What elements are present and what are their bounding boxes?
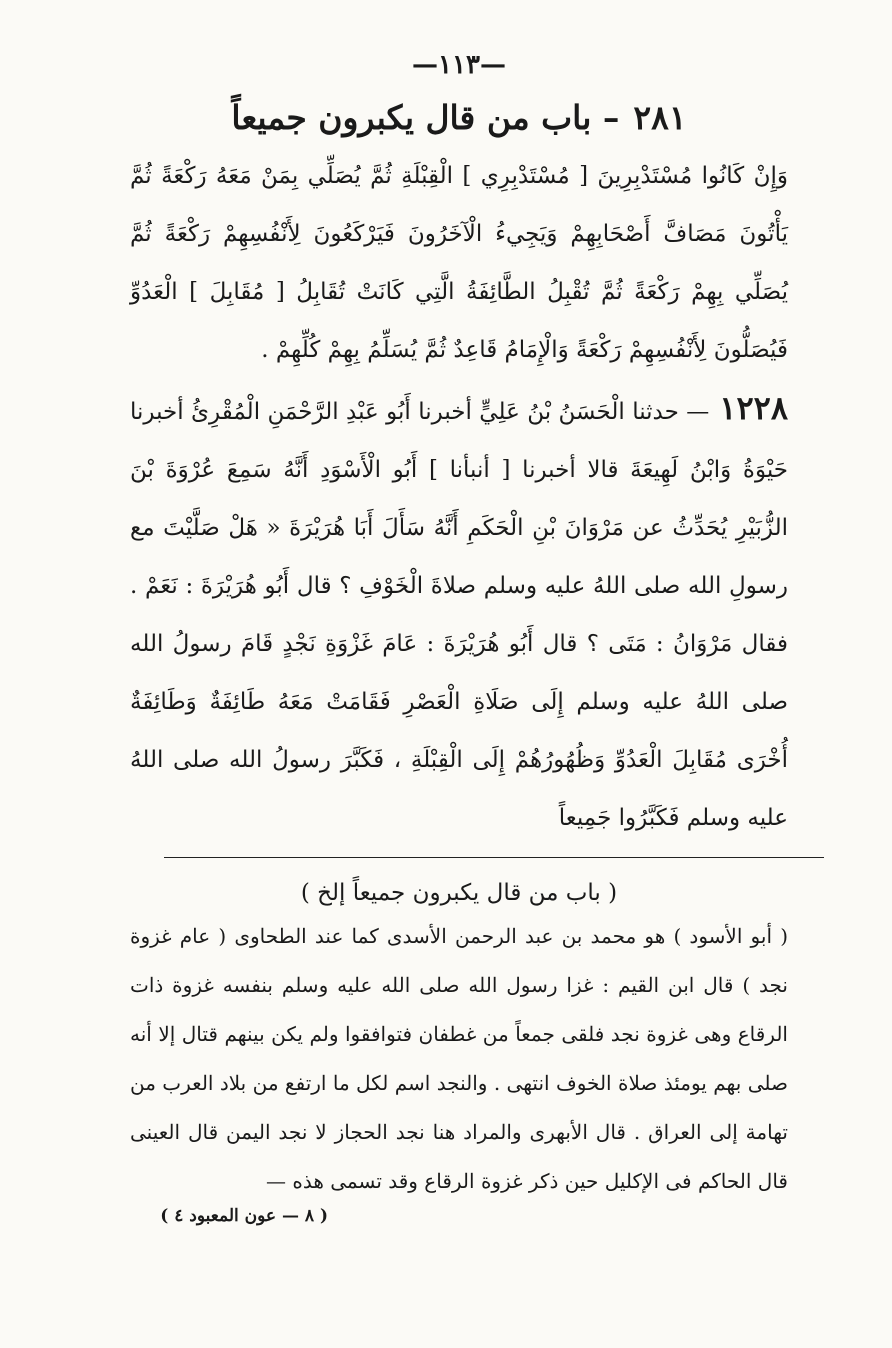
chapter-title: – باب من قال يكبرون جميعاً bbox=[231, 98, 620, 137]
hadith-text: — حدثنا الْحَسَنُ بْنُ عَلِيٍّ أخبرنا أَبُو عَبْدِ الرَّحْمَنِ الْمُقْرِئُ أخبرنا حَيْوَةُ وَابْنُ لَهِيعَةَ قالا أخبرنا [ أنبأنا ] أَبُو الْأَسْوَدِ أَنَّهُ سَمِعَ عُرْوَةَ بْنَ الزُّبَيْرِ يُحَدِّثُ عن مَرْوَانَ بْنِ الْحَكَمِ أَنَّهُ سَأَلَ أَبَا هُرَيْرَةَ « هَلْ صَلَّيْتَ مع رسولِ الله صلى اللهُ عليه وسلم صلاةَ الْخَوْفِ ؟ قال أَبُو هُرَيْرَةَ : نَعَمْ . فقال مَرْوَانُ : مَتَى ؟ قال أَبُو هُرَيْرَةَ : عَامَ غَزْوَةِ نَجْدٍ قَامَ رسولُ الله صلى اللهُ عليه وسلم إِلَى صَلَاةِ الْعَصْرِ فَقَامَتْ مَعَهُ طَائِفَةٌ وَطَائِفَةٌ أُخْرَى مُقَابِلَ الْعَدُوِّ وَظُهُورُهُمْ إِلَى الْقِبْلَةِ ، فَكَبَّرَ رسولُ الله صلى اللهُ عليه وسلم فَكَبَّرُوا جَمِيعاً bbox=[130, 399, 788, 831]
commentary-heading: ( باب من قال يكبرون جميعاً إلخ ) bbox=[300, 880, 618, 906]
hadith-number: ١٢٢٨ bbox=[719, 389, 788, 427]
main-text bbox=[130, 147, 788, 847]
chapter-heading bbox=[130, 98, 788, 137]
chapter-number: ٢٨١ bbox=[633, 98, 687, 137]
page-number: —١١٣— bbox=[412, 50, 506, 80]
signature-mark: ( ٨ — عون المعبود ٤ ) bbox=[160, 1206, 328, 1226]
hadith-paragraph bbox=[130, 379, 788, 847]
commentary-text: ( أبو الأسود ) هو محمد بن عبد الرحمن الأسدى كما عند الطحاوى ( عام غزوة نجد ) قال ابن القيم : غزا رسول الله صلى الله عليه وسلم بنفسه غزوة ذات الرقاع وهى غزوة نجد فلقى جمعاً من غطفان فتوافقوا ولم يكن بينهم قتال إلا أنه صلى بهم يومئذ صلاة الخوف انتهى . والنجد اسم لكل ما ارتفع من بلاد العرب من تهامة إلى العراق . قال الأبهرى والمراد هنا نجد الحجاز لا نجد اليمن قال العينى قال الحاكم فى الإكليل حين ذكر غزوة الرقاع وقد تسمى هذه — bbox=[130, 924, 788, 1193]
commentary bbox=[130, 880, 788, 1206]
intro-paragraph: وَإِنْ كَانُوا مُسْتَدْبِرِينَ [ مُسْتَدْبِرِي ] الْقِبْلَةِ ثُمَّ يُصَلِّي بِمَنْ مَعَهُ رَكْعَةً ثُمَّ يَأْتُونَ مَصَافَّ أَصْحَابِهِمْ وَيَجِيءُ الْآخَرُونَ فَيَرْكَعُونَ لِأَنْفُسِهِمْ رَكْعَةً ثُمَّ يُصَلِّي بِهِمْ رَكْعَةً ثُمَّ تُقْبِلُ الطَّائِفَةُ الَّتِي كَانَتْ تُقَابِلُ [ مُقَابِلَ ] الْعَدُوِّ فَيُصَلُّونَ لِأَنْفُسِهِمْ رَكْعَةً وَالْإِمَامُ قَاعِدٌ ثُمَّ يُسَلِّمُ بِهِمْ كُلِّهِمْ . bbox=[130, 163, 788, 363]
footnote-divider bbox=[164, 857, 824, 858]
